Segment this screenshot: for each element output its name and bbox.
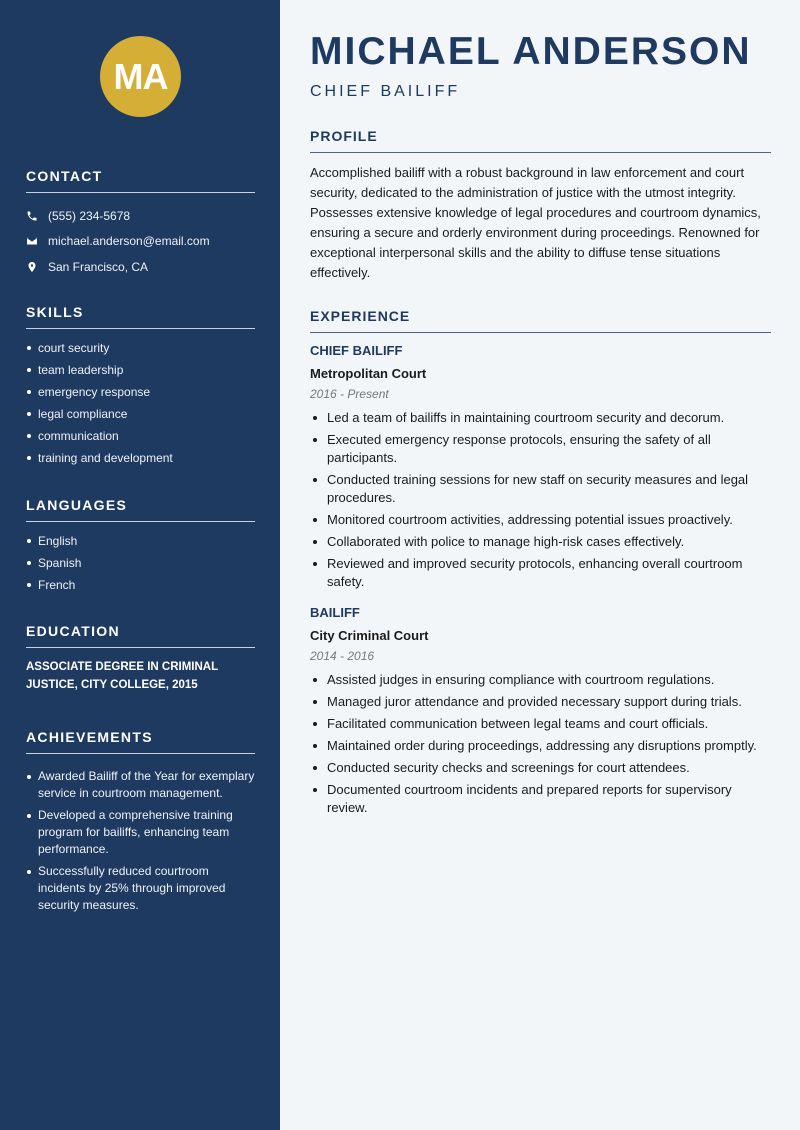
skill-item: team leadership — [26, 361, 255, 383]
job-bullet: Executed emergency response protocols, ensuring the safety of all participants. — [310, 431, 771, 467]
job-bullet: Maintained order during proceedings, addressing any disruptions promptly. — [310, 737, 771, 755]
phone-icon — [26, 210, 38, 222]
achievements-section — [26, 729, 255, 919]
profile-text: Accomplished bailiff with a robust background in law enforcement and court security, dedicated to the administration of justice with the utmost integrity. Possesses extensive knowledge of legal procedures and courtroom dynamics, ensuring a secure and orderly environment during proceedings. Renowned for exceptional interpersonal skills and the ability to diffuse tense situations effectively. — [310, 165, 761, 280]
avatar: MA — [100, 36, 181, 117]
skill-item: emergency response — [26, 383, 255, 405]
candidate-title: CHIEF BAILIFF — [310, 83, 461, 100]
job-title: BAILIFF — [310, 605, 360, 620]
contact-heading: CONTACT — [26, 168, 255, 193]
job-bullet: Conducted security checks and screenings for court attendees. — [310, 759, 771, 777]
achievement-item: Developed a comprehensive training program for bailiffs, enhancing team performance. — [26, 807, 255, 858]
achievement-item: Successfully reduced courtroom incidents by 25% through improved security measures. — [26, 863, 255, 914]
job-entry — [310, 343, 771, 591]
achievement-item: Awarded Bailiff of the Year for exemplary service in courtroom management. — [26, 768, 255, 802]
location-text: San Francisco, CA — [48, 259, 149, 274]
contact-email — [26, 229, 255, 255]
job-bullet: Collaborated with police to manage high-risk cases effectively. — [310, 533, 771, 551]
job-bullet: Facilitated communication between legal teams and court officials. — [310, 715, 771, 733]
language-item: French — [26, 576, 255, 598]
skill-item: communication — [26, 427, 255, 449]
experience-section — [310, 308, 771, 821]
experience-heading: EXPERIENCE — [310, 308, 771, 333]
education-entry: ASSOCIATE DEGREE IN CRIMINAL JUSTICE, CITY COLLEGE, 2015 — [26, 661, 218, 691]
sidebar — [0, 0, 280, 1130]
candidate-name: MICHAEL ANDERSON — [310, 30, 752, 73]
skill-item: legal compliance — [26, 405, 255, 427]
job-title: CHIEF BAILIFF — [310, 343, 403, 358]
job-entry — [310, 605, 771, 817]
job-bullet: Monitored courtroom activities, addressing potential issues proactively. — [310, 511, 771, 529]
skill-item: training and development — [26, 449, 255, 471]
job-dates: 2014 - 2016 — [310, 649, 375, 663]
skills-heading: SKILLS — [26, 304, 255, 329]
languages-heading: LANGUAGES — [26, 497, 255, 522]
skill-item: court security — [26, 339, 255, 361]
email-text[interactable]: michael.anderson@email.com — [48, 234, 210, 249]
job-bullet: Assisted judges in ensuring compliance with courtroom regulations. — [310, 671, 771, 689]
job-bullet: Managed juror attendance and provided necessary support during trials. — [310, 693, 771, 711]
contact-location — [26, 254, 255, 280]
skills-section — [26, 304, 255, 471]
phone-text: (555) 234-5678 — [48, 208, 131, 223]
job-company: Metropolitan Court — [310, 366, 427, 381]
job-dates: 2016 - Present — [310, 387, 389, 401]
education-heading: EDUCATION — [26, 623, 255, 648]
achievements-heading: ACHIEVEMENTS — [26, 729, 255, 754]
job-bullet: Led a team of bailiffs in maintaining courtroom security and decorum. — [310, 409, 771, 427]
contact-section — [26, 168, 255, 280]
profile-heading: PROFILE — [310, 128, 771, 153]
language-item: English — [26, 532, 255, 554]
job-bullet: Conducted training sessions for new staff on security measures and legal procedures. — [310, 471, 771, 507]
contact-phone — [26, 203, 255, 229]
language-item: Spanish — [26, 554, 255, 576]
email-icon — [26, 235, 38, 247]
job-bullet: Reviewed and improved security protocols, enhancing overall courtroom safety. — [310, 555, 771, 591]
location-pin-icon — [26, 261, 38, 273]
job-company: City Criminal Court — [310, 628, 429, 643]
languages-section — [26, 497, 255, 598]
profile-section — [310, 128, 771, 283]
job-bullet: Documented courtroom incidents and prepared reports for supervisory review. — [310, 781, 771, 817]
education-section — [26, 623, 255, 694]
